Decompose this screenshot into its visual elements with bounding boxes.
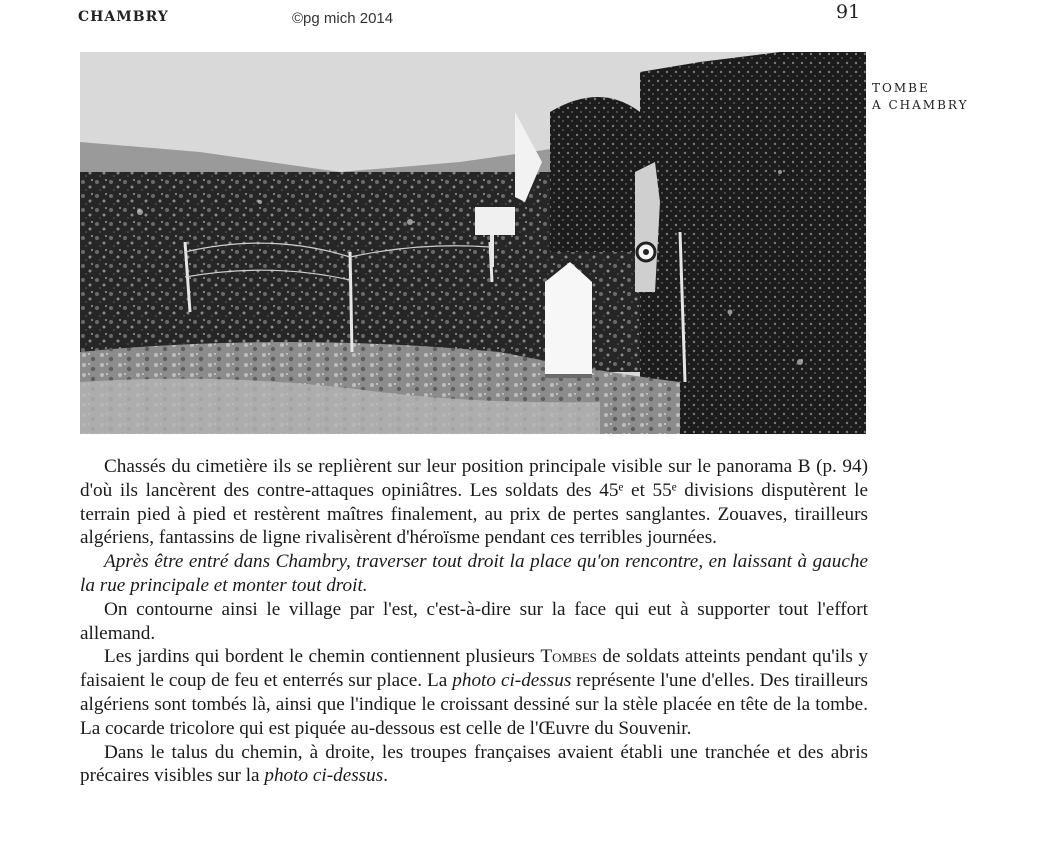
paragraph-1: Chassés du cimetière ils se replièrent sur leur position principale visible sur le panorama B (p. 94) d'où ils lancèrent des contre-attaques opiniâtres. Les soldats des 45ᵉ et 55ᵉ divisions disputèrent le terrain pied à pied et restèrent maîtres finalement, au prix de pertes sanglantes. Zouaves, tirailleurs algériens, fantassins de ligne rivalisèrent d'héroïsme pendant ces terribles journées. — [80, 456, 868, 549]
photo-caption — [872, 80, 969, 114]
body-text — [80, 455, 868, 788]
running-header-title: CHAMBRY — [78, 9, 169, 25]
paragraph-4 — [80, 645, 868, 740]
paragraph-3: On contourne ainsi le village par l'est, c'est-à-dire sur la face qui eut à supporter tout l'effort allemand. — [80, 598, 868, 644]
photo-reference: photo ci-dessus — [452, 670, 572, 692]
paragraph-5-part-b: . — [383, 765, 389, 787]
copyright-notice: ©pg mich 2014 — [292, 10, 394, 27]
photo-caption-line-2: A CHAMBRY — [872, 98, 969, 112]
paragraph-5-part-a: Dans le talus du chemin, à droite, les troupes françaises avaient établi une tranchée et des abris précaires visibles sur la — [80, 741, 868, 787]
paragraph-4-part-c: représente l'une d'elles. Des tirailleurs algériens sont tombés là, ainsi que l'indique le croissant dessiné sur la stèle placée en tête de la tombe. La cocarde tricolore qui est piquée au-dessous est celle de l'Œuvre du Souvenir. — [80, 670, 868, 739]
paragraph-2-directions: Après être entré dans Chambry, traverser tout droit la place qu'on rencontre, en laissant à gauche la rue principale et monter tout droit. — [80, 551, 868, 596]
paragraph-4-part-b: de soldats atteints pendant qu'ils y faisaient le coup de feu et enterrés sur place. La — [80, 646, 868, 692]
grave-photograph — [80, 52, 866, 434]
photo-reference-2: photo ci-dessus — [264, 765, 384, 787]
paragraph-4-part-a: Les jardins qui bordent le chemin contiennent plusieurs — [104, 646, 541, 668]
tombes-term: Tombes — [540, 646, 597, 668]
photo-caption-line-1: TOMBE — [872, 81, 930, 95]
page-number: 91 — [836, 1, 861, 23]
paragraph-5 — [80, 741, 868, 789]
